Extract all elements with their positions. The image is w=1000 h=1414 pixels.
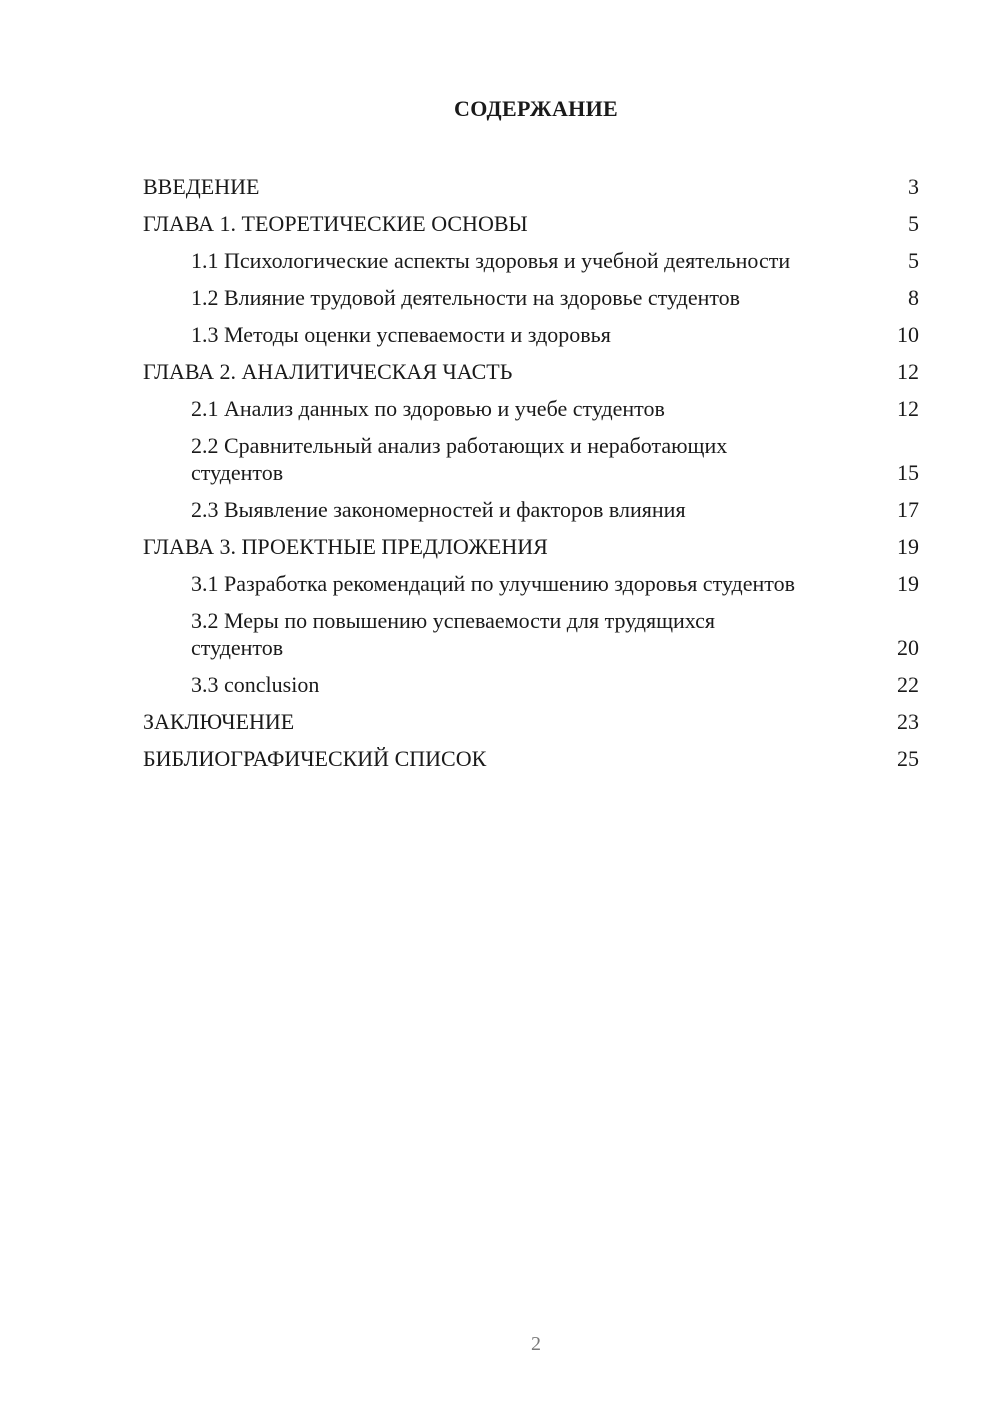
toc-entry-page: 10 <box>897 322 919 347</box>
toc-entry-page: 22 <box>897 672 919 697</box>
toc-entry-label: ГЛАВА 2. АНАЛИТИЧЕСКАЯ ЧАСТЬ <box>143 359 513 384</box>
toc-entry-label: 3.3 conclusion <box>191 672 320 697</box>
toc-subentry <box>143 666 919 703</box>
toc-entry <box>143 205 919 242</box>
toc-entry-label: 2.2 Сравнительный анализ работающих и неработающих студентов <box>191 433 728 485</box>
toc-subentry <box>143 279 919 316</box>
toc-subentry <box>143 491 919 528</box>
toc-subentry <box>143 427 919 491</box>
toc-entry-label: 3.2 Меры по повышению успеваемости для трудящихся студентов <box>191 608 716 660</box>
toc-entry-label: ЗАКЛЮЧЕНИЕ <box>143 709 295 734</box>
toc-entry <box>143 353 919 390</box>
toc-entry-label: 1.1 Психологические аспекты здоровья и учебной деятельности <box>191 248 791 273</box>
toc-entry-page: 8 <box>908 285 919 310</box>
toc-entry-page: 25 <box>897 746 919 771</box>
page-title: СОДЕРЖАНИЕ <box>454 96 618 121</box>
toc-entry-label: 3.1 Разработка рекомендаций по улучшению здоровья студентов <box>191 571 795 596</box>
toc-entry-label: 1.2 Влияние трудовой деятельности на здоровье студентов <box>191 285 741 310</box>
toc-entry-label: ВВЕДЕНИЕ <box>143 174 260 199</box>
toc-entry-page: 12 <box>897 396 919 421</box>
toc-entry-label: БИБЛИОГРАФИЧЕСКИЙ СПИСОК <box>143 746 487 771</box>
table-of-contents <box>143 168 919 777</box>
toc-entry-page: 12 <box>897 359 919 384</box>
toc-entry-page: 20 <box>897 635 919 660</box>
toc-entry-page: 5 <box>908 211 919 236</box>
toc-entry-label: 2.1 Анализ данных по здоровью и учебе студентов <box>191 396 665 421</box>
toc-subentry <box>143 390 919 427</box>
toc-entry-page: 19 <box>897 571 919 596</box>
toc-entry-page: 23 <box>897 709 919 734</box>
toc-entry-label: ГЛАВА 3. ПРОЕКТНЫЕ ПРЕДЛОЖЕНИЯ <box>143 534 548 559</box>
toc-entry-page: 5 <box>908 248 919 273</box>
toc-entry <box>143 703 919 740</box>
page-number: 2 <box>531 1333 541 1355</box>
toc-entry-label: ГЛАВА 1. ТЕОРЕТИЧЕСКИЕ ОСНОВЫ <box>143 211 528 236</box>
toc-entry-page: 3 <box>908 174 919 199</box>
toc-entry <box>143 168 919 205</box>
toc-entry-page: 15 <box>897 460 919 485</box>
toc-entry-label: 1.3 Методы оценки успеваемости и здоровья <box>191 322 611 347</box>
toc-entry <box>143 740 919 777</box>
toc-subentry <box>143 565 919 602</box>
toc-entry-label: 2.3 Выявление закономерностей и факторов влияния <box>191 497 686 522</box>
toc-subentry <box>143 602 919 666</box>
toc-entry-page: 17 <box>897 497 919 522</box>
toc-subentry <box>143 316 919 353</box>
toc-entry <box>143 528 919 565</box>
toc-entry-page: 19 <box>897 534 919 559</box>
toc-subentry <box>143 242 919 279</box>
